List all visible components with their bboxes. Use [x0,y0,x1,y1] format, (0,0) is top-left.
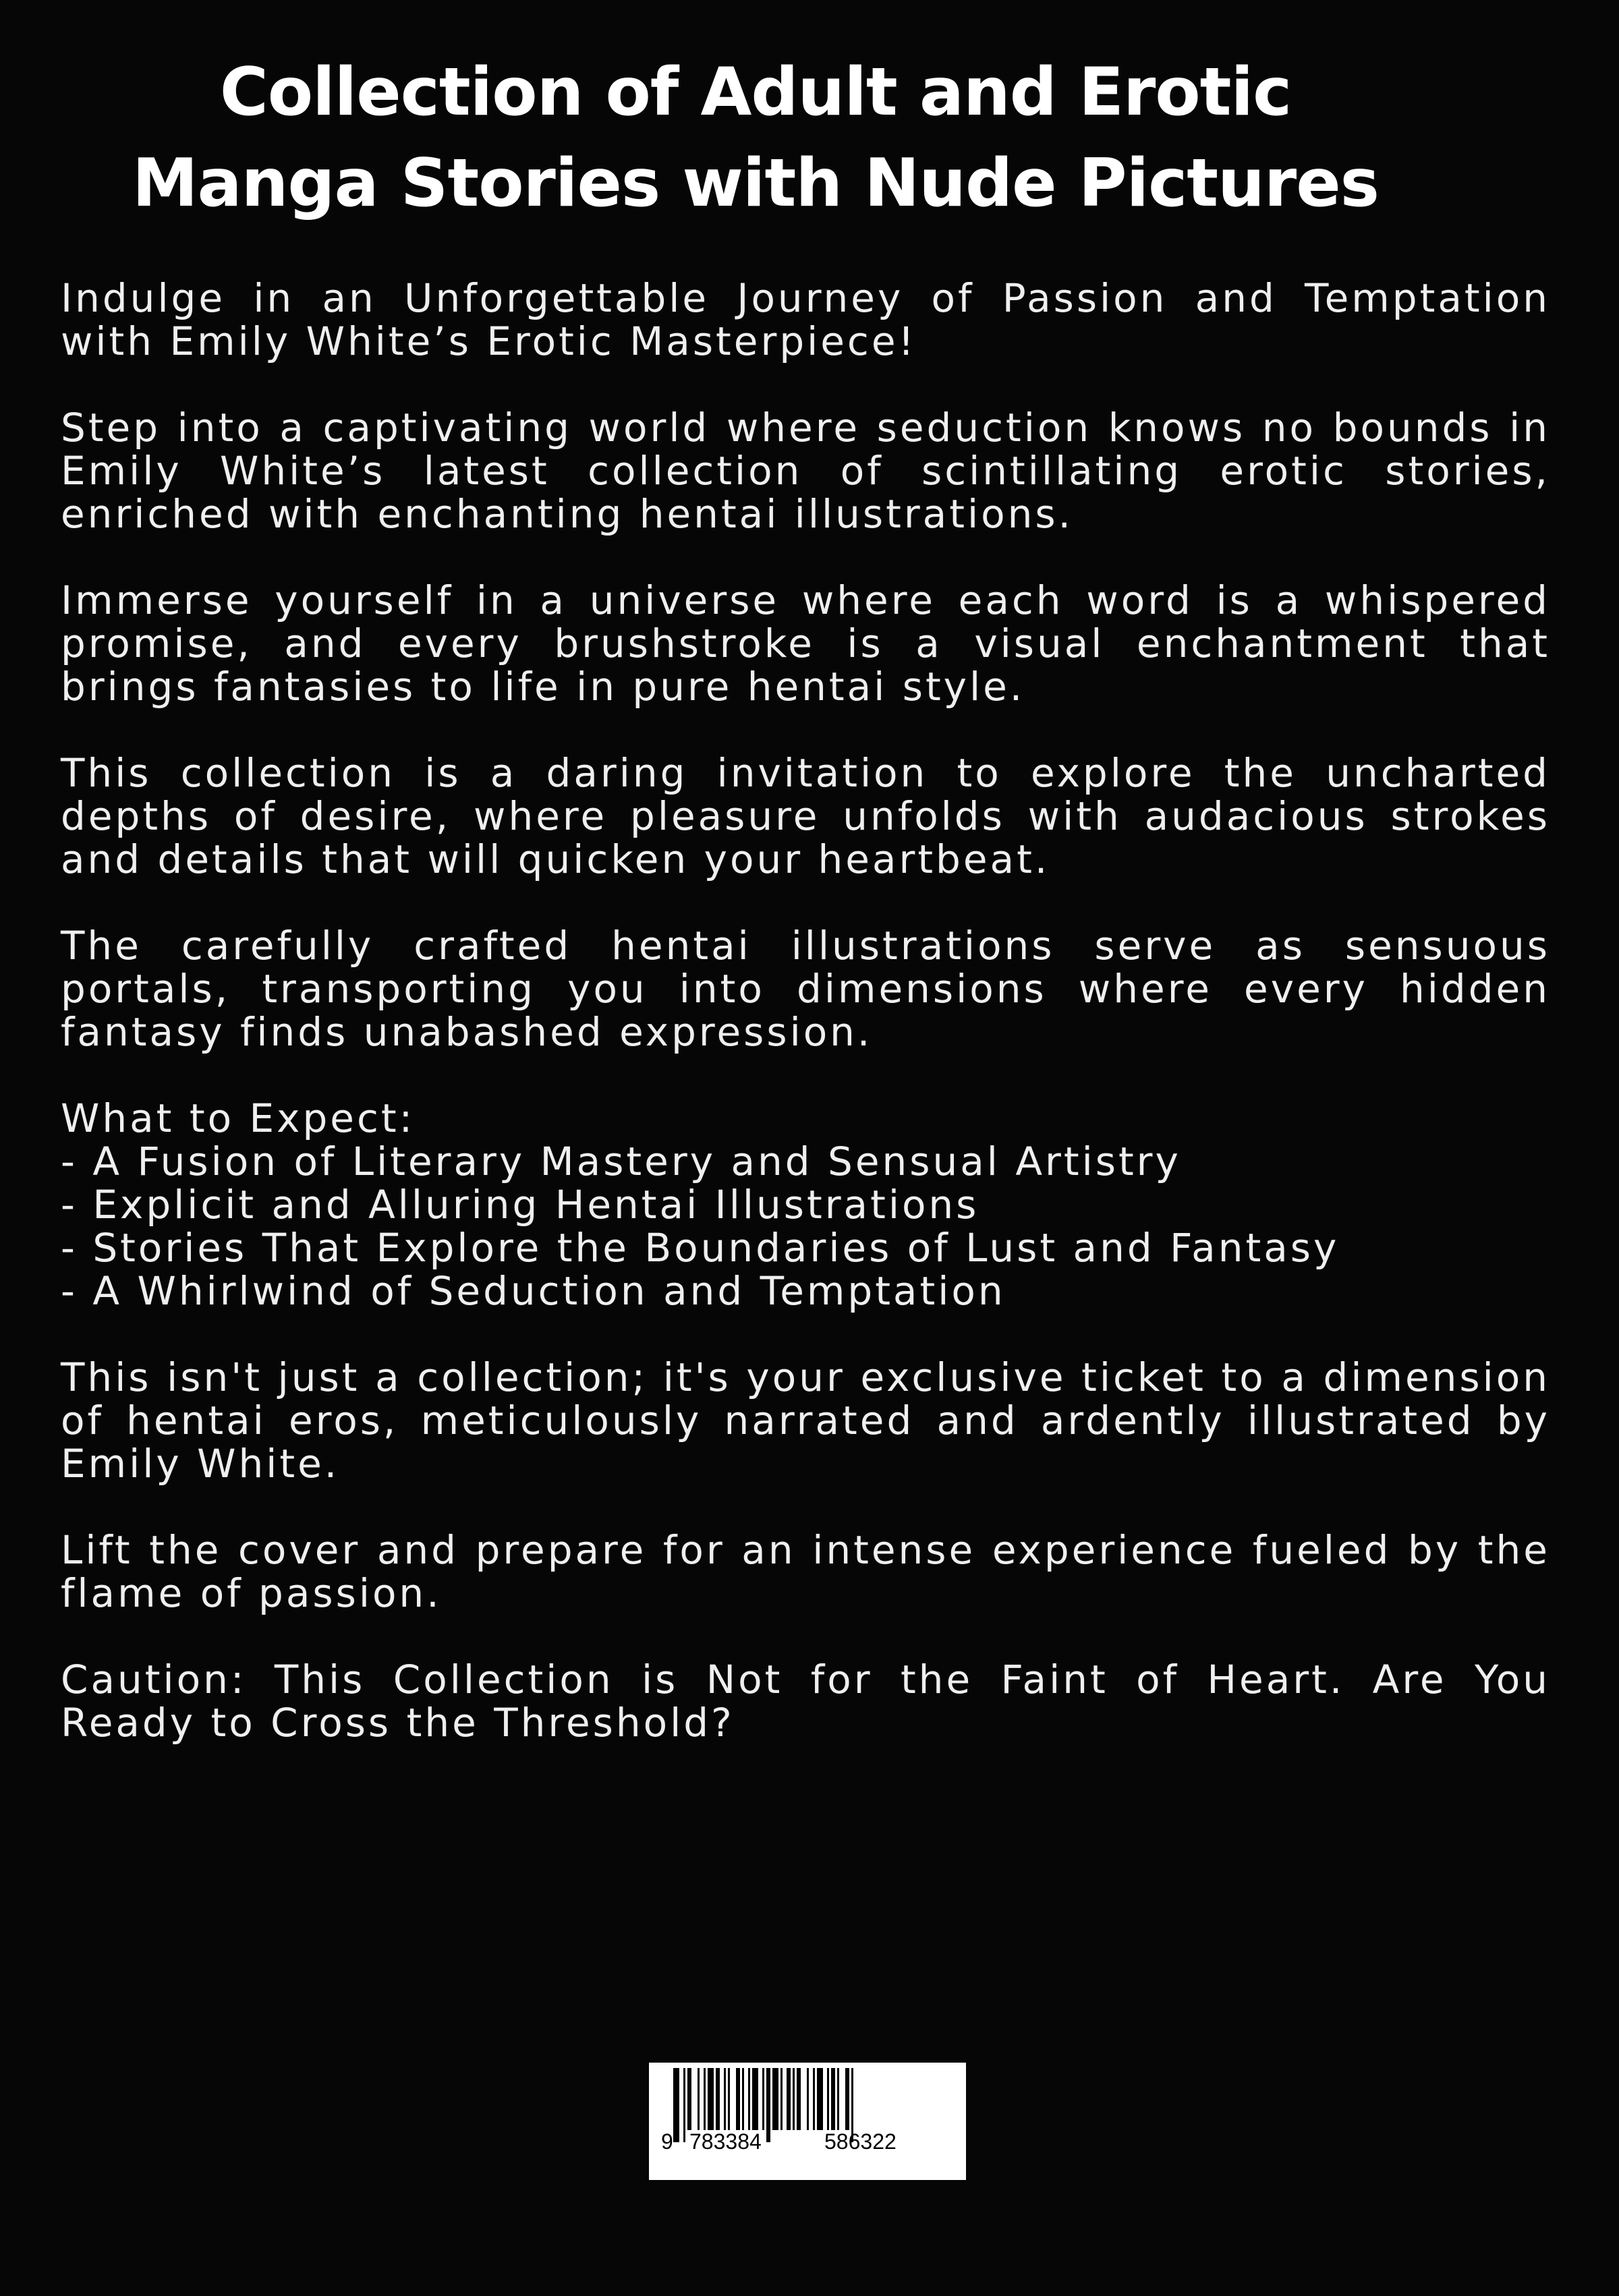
barcode-bar [724,2068,726,2130]
barcode-bar [827,2068,829,2130]
barcode-graphic [649,2063,966,2180]
barcode-bar [728,2068,730,2130]
barcode-bar [673,2068,679,2142]
barcode-bar [780,2068,783,2130]
barcode-bar [817,2068,823,2130]
blurb-paragraph-5: The carefully crafted hentai illustrations serve as sensuous portals, transporting you into dimensions where every hidden fantasy finds unabashed expression. [61,923,1550,1055]
blurb-paragraph-6: This isn't just a collection; it's your exclusive ticket to a dimension of hentai eros, meticulously narrated and ardently illustrated by Emily White. [61,1354,1550,1487]
barcode-right-digits: 586322 [824,2129,897,2154]
barcode-bar [736,2068,740,2130]
title-line-1: Collection of Adult and Erotic [219,54,1292,131]
barcode-bar [708,2068,714,2130]
isbn-barcode [649,2063,966,2180]
barcode-lead-digit: 9 [661,2129,673,2154]
blurb [61,277,1550,1787]
blurb-paragraph-3: Immerse yourself in a universe where each word is a whispered promise, and every brushstroke is a visual enchantment that brings fantasies to life in pure hentai style. [61,577,1550,710]
expect-heading: What to Expect: [61,1095,416,1141]
barcode-bar [716,2068,720,2130]
barcode-left-digits: 783384 [689,2129,762,2154]
expect-list [61,1097,1550,1313]
caution-paragraph: Caution: This Collection is Not for the Faint of Heart. Are You Ready to Cross the Threshold? [61,1657,1550,1746]
barcode-bar [807,2068,809,2130]
expect-item: - Explicit and Alluring Hentai Illustrations [61,1182,979,1228]
barcode-bar [752,2068,758,2130]
blurb-paragraph-1: Indulge in an Unforgettable Journey of Passion and Temptation with Emily White’s Erotic Masterpiece! [61,275,1550,364]
barcode-bar [845,2068,849,2130]
cover-title [0,47,1511,229]
blurb-paragraph-4: This collection is a daring invitation to explore the uncharted depths of desire, where pleasure unfolds with audacious strokes and details that will quicken your heartbeat. [61,750,1550,882]
expect-item: - Stories That Explore the Boundaries of Lust and Fantasy [61,1225,1340,1271]
barcode-bar [793,2068,795,2130]
barcode-bar [683,2068,685,2142]
barcode-bar [797,2068,801,2130]
barcode-bar [772,2068,778,2130]
barcode-bar [813,2068,815,2130]
expect-item: - A Whirlwind of Seduction and Temptation [61,1268,1006,1314]
barcode-bar [742,2068,744,2130]
barcode-bar [762,2068,764,2130]
barcode-bar [704,2068,706,2130]
expect-item: - A Fusion of Literary Mastery and Sensual Artistry [61,1139,1181,1184]
barcode-bar [837,2068,839,2130]
blurb-paragraph-7: Lift the cover and prepare for an intense experience fueled by the flame of passion. [61,1527,1550,1616]
barcode-bar [687,2068,691,2130]
barcode-bar [831,2068,835,2130]
title-line-2: Manga Stories with Nude Pictures [132,145,1380,222]
blurb-paragraph-2: Step into a captivating world where seduction knows no bounds in Emily White’s latest collection of scintillating erotic stories, enriched with enchanting hentai illustrations. [61,405,1550,537]
barcode-bar [766,2068,770,2142]
barcode-bar [748,2068,750,2130]
barcode-bar [787,2068,791,2130]
barcode-bar [698,2068,700,2130]
